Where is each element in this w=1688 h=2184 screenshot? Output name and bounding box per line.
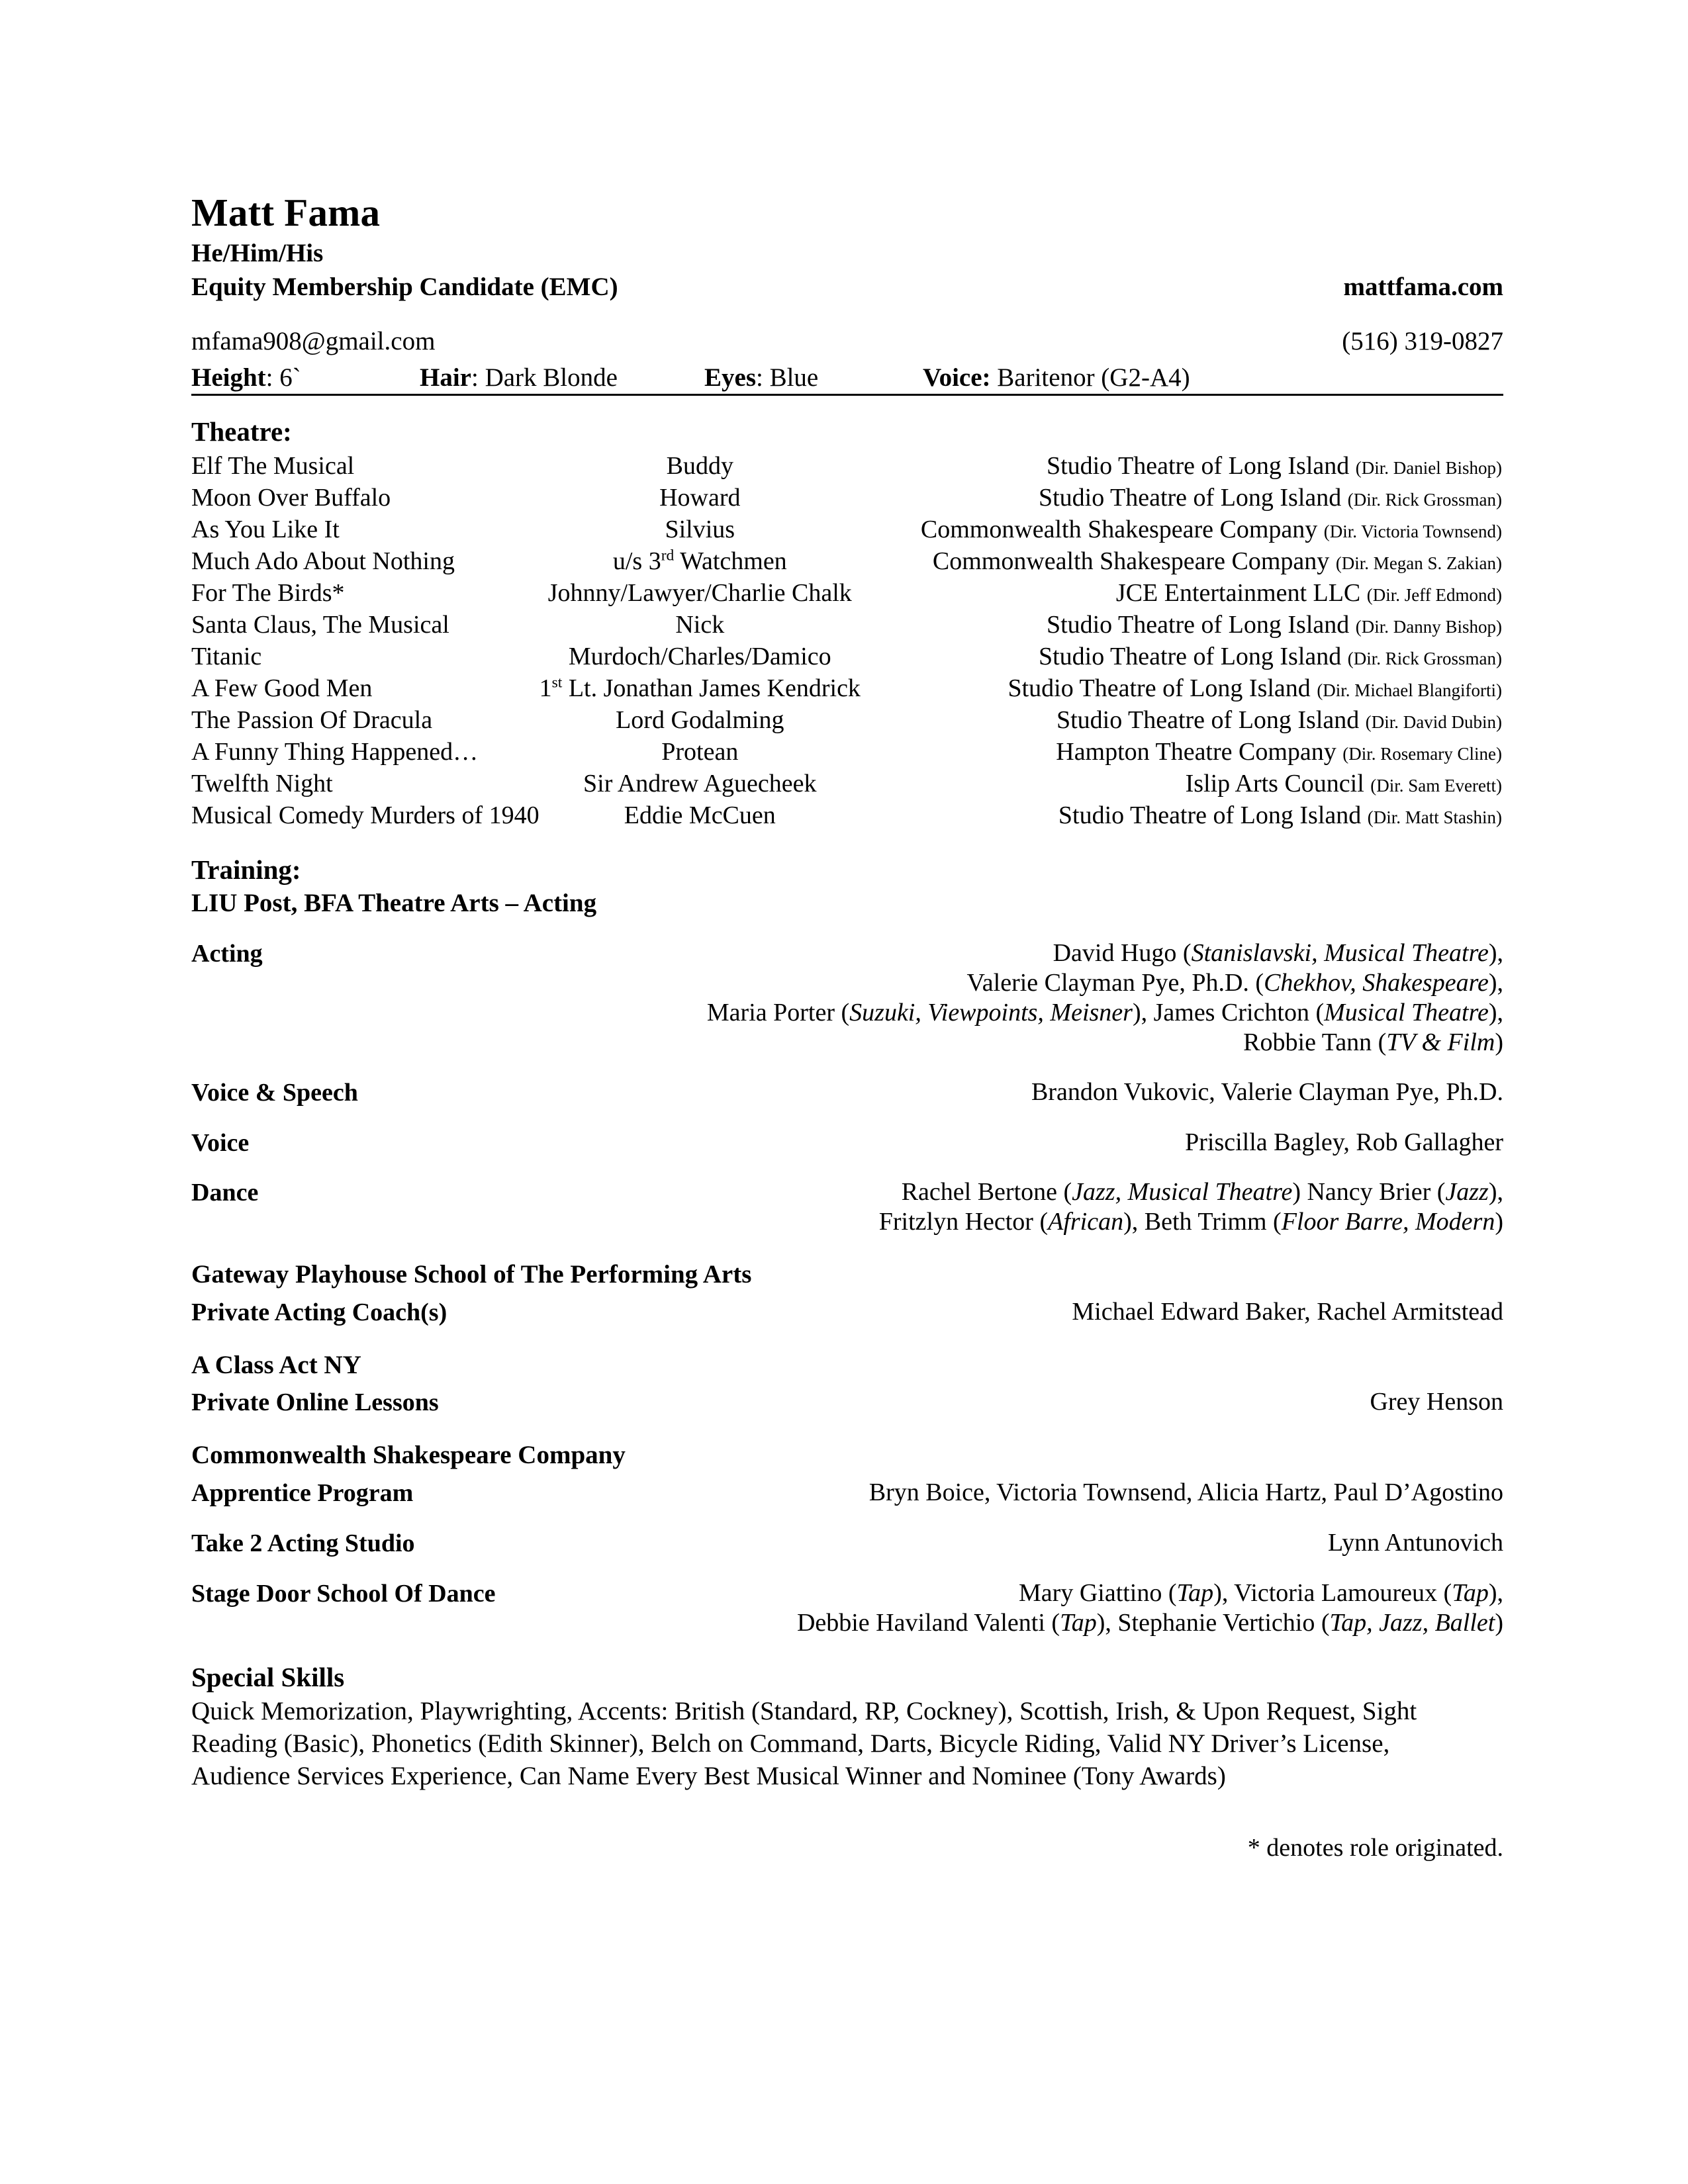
hair-stat <box>420 362 704 394</box>
table-row <box>191 768 1503 799</box>
union-status-row <box>191 271 1503 303</box>
theatre-role: Howard <box>659 484 741 512</box>
plain-text: ) <box>1495 1608 1503 1637</box>
plain-text: Fritzlyn Hector ( <box>878 1208 1049 1236</box>
voice-stat <box>923 362 1293 394</box>
training-voice-speech <box>191 1077 1503 1108</box>
training-acting <box>191 938 1503 1057</box>
plain-text: ), <box>1488 939 1503 968</box>
table-row <box>191 450 1503 482</box>
training-voice-label: Voice <box>191 1128 250 1157</box>
eyes-stat <box>704 362 923 394</box>
plain-text: ), Beth Trimm ( <box>1123 1208 1282 1236</box>
phone-number[interactable]: (516) 319-0827 <box>1342 327 1503 356</box>
training-class-act-label: Private Online Lessons <box>191 1388 439 1417</box>
theatre-director: (Dir. Megan S. Zakian) <box>1335 553 1502 574</box>
theatre-director: (Dir. Rick Grossman) <box>1347 490 1502 510</box>
plain-text: ), <box>1488 999 1503 1027</box>
height-label: Height <box>191 363 266 392</box>
theatre-company: Studio Theatre of Long Island (Dir. David Dubin) <box>1056 706 1502 735</box>
plain-text: ), Victoria Lamoureux ( <box>1213 1578 1452 1607</box>
union-status: Equity Membership Candidate (EMC) <box>191 272 618 301</box>
plain-text: Valerie Clayman Pye, Ph.D. ( <box>966 969 1264 997</box>
hair-value: : Dark Blonde <box>471 363 618 392</box>
theatre-director: (Dir. Rosemary Cline) <box>1342 744 1502 764</box>
theatre-show-title: Titanic <box>191 643 262 671</box>
theatre-company: Studio Theatre of Long Island (Dir. Rick Grossman) <box>1038 484 1502 512</box>
theatre-director: (Dir. Daniel Bishop) <box>1355 458 1502 478</box>
physical-stats-row <box>191 362 1503 396</box>
pronouns: He/Him/His <box>191 238 324 267</box>
website-link[interactable]: mattfama.com <box>1343 272 1503 301</box>
plain-text: ), <box>1488 969 1503 997</box>
theatre-show-title: Moon Over Buffalo <box>191 484 391 512</box>
training-voice-value <box>249 1128 1503 1158</box>
training-heading: Training: <box>191 854 301 886</box>
emphasis-text: Tap, Jazz, Ballet <box>1329 1608 1495 1637</box>
plain-text: ), James Crichton ( <box>1132 999 1325 1027</box>
special-skills-body: Quick Memorization, Playwrighting, Accents: British (Standard, RP, Cockney), Scottish, Irish, & Upon Request, Sight Reading (Basic), Phonetics (Edith Skinner), Belch on Command, Darts, Bicycle Riding, Valid NY Driver’s License, Audience Services Experience, Can Name Every Best Musical Winner and Nominee (Tony Awards) <box>191 1696 1417 1790</box>
ordinal-suffix: rd <box>661 547 675 565</box>
training-line <box>440 1478 1503 1508</box>
plain-text: ) Nancy Brier ( <box>1292 1178 1446 1206</box>
theatre-company: Studio Theatre of Long Island (Dir. Matt Stashin) <box>1058 801 1502 830</box>
theatre-company: Islip Arts Council (Dir. Sam Everett) <box>1185 770 1502 798</box>
training-line <box>442 1528 1503 1558</box>
plain-text: David Hugo ( <box>1053 939 1192 968</box>
theatre-company: Commonwealth Shakespeare Company (Dir. Megan S. Zakian) <box>932 547 1502 576</box>
theatre-credits-table <box>191 450 1503 831</box>
training-line <box>289 968 1503 998</box>
training-acting-label: Acting <box>191 940 263 968</box>
theatre-role: Sir Andrew Aguecheek <box>583 770 817 798</box>
emphasis-text: Floor Barre, Modern <box>1281 1208 1495 1236</box>
emphasis-text: Tap <box>1176 1578 1214 1607</box>
footnote: * denotes role originated. <box>1247 1833 1503 1862</box>
table-row <box>191 736 1503 768</box>
training-voice-speech-value <box>358 1077 1503 1107</box>
training-line <box>289 1028 1503 1058</box>
theatre-company: Commonwealth Shakespeare Company (Dir. Victoria Townsend) <box>920 516 1502 544</box>
table-row <box>191 672 1503 704</box>
plain-text: Brandon Vukovic, Valerie Clayman Pye, Ph.D. <box>1031 1077 1503 1106</box>
plain-text: Robbie Tann ( <box>1243 1028 1387 1056</box>
training-line <box>285 1207 1503 1237</box>
training-acting-value <box>263 938 1503 1057</box>
plain-text: Michael Edward Baker, Rachel Armitstead <box>1072 1297 1503 1326</box>
emphasis-text: TV & Film <box>1386 1028 1495 1056</box>
training-line <box>289 938 1503 968</box>
plain-text: Priscilla Bagley, Rob Gallagher <box>1185 1128 1503 1156</box>
theatre-role: Johnny/Lawyer/Charlie Chalk <box>547 579 852 608</box>
training-stage-door-value <box>496 1578 1504 1638</box>
training-class-act <box>191 1387 1503 1418</box>
theatre-show-title: As You Like It <box>191 516 340 544</box>
email-address[interactable]: mfama908@gmail.com <box>191 327 436 356</box>
training-stage-door <box>191 1578 1503 1638</box>
theatre-show-title: Much Ado About Nothing <box>191 547 455 576</box>
training-commonwealth-value <box>413 1478 1503 1508</box>
theatre-table-body <box>191 450 1503 831</box>
training-class-act-value <box>439 1387 1503 1417</box>
table-row <box>191 577 1503 609</box>
theatre-show-title: Santa Claus, The Musical <box>191 611 449 639</box>
plain-text: Rachel Bertone ( <box>901 1178 1072 1206</box>
training-gateway-value <box>447 1297 1503 1327</box>
contact-row <box>191 326 1503 357</box>
table-row <box>191 799 1503 831</box>
table-row <box>191 641 1503 672</box>
voice-label: Voice: <box>923 363 991 392</box>
training-line <box>285 1177 1503 1207</box>
plain-text: ) <box>1495 1208 1503 1236</box>
theatre-role: 1st Lt. Jonathan James Kendrick <box>539 674 861 703</box>
emphasis-text: Tap <box>1060 1608 1097 1637</box>
theatre-director: (Dir. Matt Stashin) <box>1367 807 1502 828</box>
training-take2-label: Take 2 Acting Studio <box>191 1529 415 1557</box>
emphasis-text: Jazz <box>1445 1178 1489 1206</box>
hair-label: Hair <box>420 363 471 392</box>
training-commonwealth-label: Apprentice Program <box>191 1479 414 1508</box>
emphasis-text: Tap <box>1452 1578 1489 1607</box>
theatre-show-title: For The Birds* <box>191 579 345 608</box>
theatre-company: Hampton Theatre Company (Dir. Rosemary Cline) <box>1056 738 1502 766</box>
theatre-company: JCE Entertainment LLC (Dir. Jeff Edmond) <box>1115 579 1502 608</box>
emphasis-text: Stanislavski, Musical Theatre <box>1191 939 1489 968</box>
training-line <box>473 1297 1503 1327</box>
training-line <box>522 1578 1504 1608</box>
eyes-label: Eyes <box>704 363 756 392</box>
theatre-role: Silvius <box>665 516 735 544</box>
theatre-role: Eddie McCuen <box>624 801 776 830</box>
theatre-show-title: Musical Comedy Murders of 1940 <box>191 801 539 830</box>
theatre-show-title: A Funny Thing Happened… <box>191 738 479 766</box>
training-line <box>289 998 1503 1028</box>
training-gateway <box>191 1297 1503 1328</box>
theatre-director: (Dir. David Dubin) <box>1365 712 1502 733</box>
training-gateway-group: Gateway Playhouse School of The Performing Arts <box>191 1259 752 1289</box>
training-voice <box>191 1128 1503 1158</box>
theatre-director: (Dir. Victoria Townsend) <box>1323 522 1502 542</box>
theatre-company: Studio Theatre of Long Island (Dir. Danny Bishop) <box>1046 611 1502 639</box>
emphasis-text: Musical Theatre <box>1324 999 1489 1027</box>
training-commonwealth-group: Commonwealth Shakespeare Company <box>191 1441 626 1470</box>
theatre-role: Buddy <box>666 452 733 480</box>
training-line <box>522 1608 1504 1638</box>
table-row <box>191 545 1503 577</box>
plain-text: ), Stephanie Vertichio ( <box>1096 1608 1330 1637</box>
eyes-value: : Blue <box>756 363 819 392</box>
theatre-director: (Dir. Sam Everett) <box>1370 776 1502 796</box>
resume-content <box>191 192 1503 1864</box>
voice-value: Baritenor (G2-A4) <box>990 363 1190 392</box>
theatre-show-title: A Few Good Men <box>191 674 373 703</box>
ordinal-suffix: st <box>551 674 563 692</box>
training-dance-value <box>258 1177 1503 1237</box>
training-line <box>465 1387 1503 1417</box>
training-dance-label: Dance <box>191 1179 259 1207</box>
plain-text: Maria Porter ( <box>706 999 850 1027</box>
plain-text: Mary Giattino ( <box>1019 1578 1177 1607</box>
theatre-director: (Dir. Danny Bishop) <box>1355 617 1502 637</box>
training-class-act-group: A Class Act NY <box>191 1350 361 1379</box>
special-skills-heading: Special Skills <box>191 1662 345 1693</box>
theatre-company: Studio Theatre of Long Island (Dir. Michael Blangiforti) <box>1008 674 1502 703</box>
training-line <box>385 1077 1503 1107</box>
plain-text: ), <box>1488 1578 1503 1607</box>
page-title: Matt Fama <box>191 191 381 234</box>
training-voice-speech-label: Voice & Speech <box>191 1078 358 1107</box>
training-school: LIU Post, BFA Theatre Arts – Acting <box>191 888 597 917</box>
theatre-show-title: Elf The Musical <box>191 452 355 480</box>
emphasis-text: Chekhov, Shakespeare <box>1264 969 1489 997</box>
table-row <box>191 704 1503 736</box>
training-take2 <box>191 1528 1503 1559</box>
theatre-director: (Dir. Michael Blangiforti) <box>1317 680 1502 701</box>
plain-text: Debbie Haviland Valenti ( <box>796 1608 1060 1637</box>
theatre-company: Studio Theatre of Long Island (Dir. Daniel Bishop) <box>1046 452 1502 480</box>
emphasis-text: Suzuki, Viewpoints, Meisner <box>849 999 1133 1027</box>
plain-text: Grey Henson <box>1370 1388 1503 1416</box>
training-stage-door-label: Stage Door School Of Dance <box>191 1579 496 1608</box>
plain-text: Bryn Boice, Victoria Townsend, Alicia Hartz, Paul D’Agostino <box>868 1479 1503 1507</box>
theatre-role: u/s 3rd Watchmen <box>612 547 787 576</box>
training-commonwealth <box>191 1478 1503 1508</box>
training-take2-value <box>415 1528 1503 1558</box>
plain-text: ) <box>1495 1028 1503 1056</box>
theatre-role: Protean <box>661 738 739 766</box>
theatre-role: Murdoch/Charles/Damico <box>568 643 831 671</box>
training-gateway-label: Private Acting Coach(s) <box>191 1298 447 1326</box>
theatre-role: Nick <box>675 611 725 639</box>
theatre-director: (Dir. Rick Grossman) <box>1347 649 1502 669</box>
theatre-show-title: The Passion Of Dracula <box>191 706 433 735</box>
theatre-heading: Theatre: <box>191 416 292 447</box>
theatre-role: Lord Godalming <box>616 706 784 735</box>
theatre-company: Studio Theatre of Long Island (Dir. Rick Grossman) <box>1038 643 1502 671</box>
plain-text: ), <box>1488 1178 1503 1206</box>
theatre-show-title: Twelfth Night <box>191 770 333 798</box>
table-row <box>191 514 1503 545</box>
emphasis-text: African <box>1048 1208 1124 1236</box>
plain-text: Lynn Antunovich <box>1328 1528 1503 1557</box>
emphasis-text: Jazz, Musical Theatre <box>1072 1178 1293 1206</box>
table-row <box>191 482 1503 514</box>
height-value: : 6` <box>265 363 301 392</box>
theatre-director: (Dir. Jeff Edmond) <box>1366 585 1502 606</box>
training-line <box>275 1128 1503 1158</box>
training-dance <box>191 1177 1503 1237</box>
table-row <box>191 609 1503 641</box>
height-stat <box>191 362 420 394</box>
